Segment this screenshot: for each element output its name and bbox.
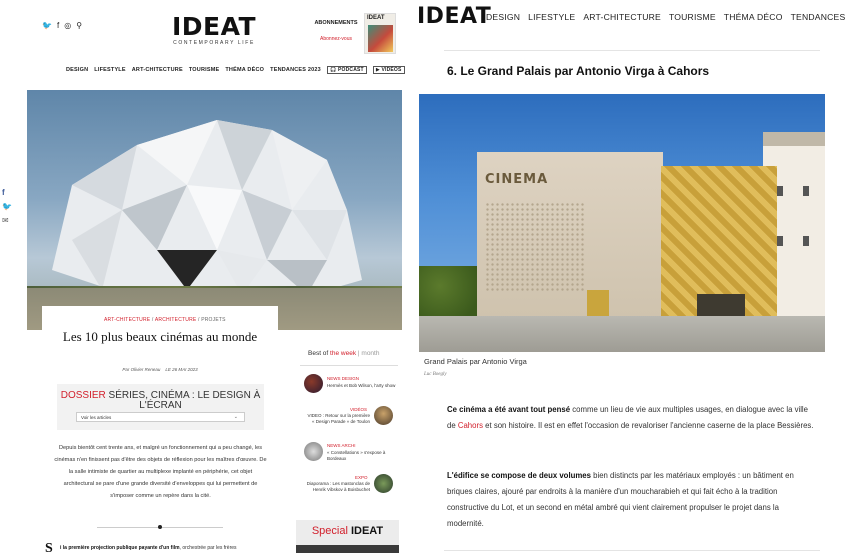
house-roof [763,132,825,146]
gold-volume [661,166,777,316]
nav-thema-deco[interactable]: THÉMA DÉCO [723,12,783,22]
main-nav [486,12,845,22]
gold-entrance [697,294,745,316]
left-screenshot-pane [0,0,412,556]
dossier-select-value: Voir les articles [81,415,112,420]
byline-date: LE 26 MAI 2023 [165,367,198,372]
tab-month[interactable]: month [361,350,380,357]
stone-volume [477,152,663,316]
article-first-line [60,545,237,551]
search-icon[interactable]: ⚲ [76,21,83,30]
subscriptions-title: ABONNEMENTS [314,20,358,26]
gold-door [587,290,609,316]
house-window [803,236,809,246]
sidebar-thumb [304,442,323,461]
para1-a: comme un lieu de vie aux multiples usages, en dialogue avec la ville de [447,405,809,430]
best-of-prefix: Best of [308,350,329,357]
article-title: Les 10 plus beaux cinémas au monde [62,329,258,344]
facebook-share-icon[interactable]: f [2,188,5,197]
sidebar-item-label: NEWS DESIGN [327,376,360,381]
category-projets[interactable]: PROJETS [201,317,226,323]
dossier-title [57,391,264,411]
dossier-label: DOSSIER [60,390,106,401]
sidebar-thumb [374,474,393,493]
nav-tendances[interactable]: TENDANCES 2023 [270,67,321,73]
paragraph-2 [447,468,817,532]
special-brand: IDEAT [350,525,384,537]
magazine-label: IDEAT [367,15,385,21]
article-intro: Depuis bientôt cent trente ans, et malgré un fonctionnement qui a peu changé, les cinémas n'en finissent pas d'être des objets de réflexion pour les maîtres d'œuvre. De la salle intimiste de quartier au multiplexe implanté en périphérie, cet objet architectural se pare d'une grande diversité d'enveloppes qui lui permettent de s'imposer comme un repère dans la cité. [54,445,267,499]
twitter-icon[interactable]: 🐦 [42,21,52,30]
email-share-icon[interactable]: ✉ [2,216,9,225]
dossier-heading: SÉRIES, CINÉMA : LE DESIGN À L'ÉCRAN [108,390,261,411]
magazine-cover-image [368,25,393,52]
para1-bold: Ce cinéma a été avant tout pensé [447,405,571,414]
photo-credit: Luc Boegly [424,372,447,377]
sidebar-item-text: VIDEO : Retour sur la première « Design Parade » de Toulon [307,413,370,424]
sidebar-item-label: EXPO [355,475,368,480]
sidebar-item-label: NEWS ARCHI [327,443,356,448]
byline-author: Par Olivier Reneau [122,367,161,372]
article-categories [104,317,226,323]
cinema-photo [419,94,825,352]
nav-lifestyle[interactable]: LIFESTYLE [528,12,576,22]
section-title: 6. Le Grand Palais par Antonio Virga à Cahors [447,64,710,78]
nav-lifestyle[interactable]: LIFESTYLE [94,67,126,73]
nav-art-chitecture[interactable]: ART-CHITECTURE [131,67,183,73]
brick-pattern [485,202,585,292]
para1-b: et son histoire. Il est en effet l'occasion de revaloriser l'ancienne caserne de la place Bessières. [482,421,814,430]
sidebar-item-text: Diaporama : Les mastonclas de Henrik Vibskov à Boisbuchet [306,481,370,492]
nav-art-chitecture[interactable]: ART-CHITECTURE [583,12,661,22]
nav-design[interactable]: DESIGN [486,12,521,22]
site-logo[interactable] [172,14,256,46]
para2-bold: L'édifice se compose de deux volumes [447,471,591,480]
house-window [777,186,783,196]
nav-tendances[interactable]: TENDANCES [790,12,845,22]
site-logo[interactable]: IDEAT [417,4,492,29]
facebook-icon[interactable]: f [56,21,60,30]
category-art-chitecture[interactable]: ART-CHITECTURE [104,317,151,323]
nav-design[interactable]: DESIGN [66,67,89,73]
tab-the-week[interactable]: the week [330,350,357,357]
nav-videos-button[interactable]: ▶ VIDÉOS [373,66,405,74]
nav-podcast-button[interactable]: 🎧 PODCAST [327,66,367,74]
sidebar-item[interactable] [300,442,398,470]
first-line-bold: i la première projection publique payante d'un film [60,545,180,551]
category-architecture[interactable]: ARCHITECTURE [154,317,197,323]
footer-divider [444,550,820,551]
sidebar-item-text: « Constellations » s'expose à Bordeaux [327,450,386,461]
category-sep: / [151,317,154,323]
nav-tourisme[interactable]: TOURISME [188,67,220,73]
para2-rest: bien distincts par les matériaux employés : un bâtiment en briques claires, ajouré par endroits à la manière d'un moucharabieh et qui fait écho à la tradition constructive du Lot, et un second en métal ambré qui vient clairement propulser le projet dans la modernité. [447,471,794,528]
special-image-strip [296,545,399,553]
subscribe-link[interactable]: Abonnez-vous [320,36,352,42]
special-title [296,525,399,537]
right-screenshot-pane [412,0,845,553]
paragraph-1 [447,402,817,434]
social-links [42,22,82,30]
magazine-cover[interactable] [364,13,396,54]
dropcap-letter: S [45,541,53,556]
sidebar-thumb [304,374,323,393]
best-of-separator: | [357,350,360,357]
sidebar-item-label: VIDÉOS [350,407,368,412]
special-prefix: Special [311,525,348,537]
subscriptions-block [313,20,359,42]
instagram-icon[interactable]: ◎ [64,21,72,30]
share-bar [2,188,12,225]
divider-dot [158,525,162,529]
sidebar-item-text: Hermès et Bob Wilson, l'arty show [327,383,396,388]
cahors-link[interactable]: Cahors [457,421,483,430]
twitter-share-icon[interactable]: 🐦 [2,202,12,211]
main-nav [66,66,405,74]
photo-ground [419,316,825,352]
best-of-sidebar [300,350,398,492]
special-ideat-banner[interactable] [296,520,399,553]
nav-thema-deco[interactable]: THÉMA DÉCO [225,67,265,73]
nav-tourisme[interactable]: TOURISME [668,12,716,22]
header-divider [444,50,820,51]
first-line-rest: , orchestrée par les frères [179,545,237,551]
article-card [42,306,278,556]
sidebar-divider [300,365,398,366]
house-window [803,186,809,196]
logo-tagline: CONTEMPORARY LIFE [173,40,255,46]
sidebar-thumb [374,406,393,425]
cinema-lettering: CINEMA [485,172,549,187]
dossier-articles-select[interactable] [76,412,245,422]
photo-caption: Grand Palais par Antonio Virga [424,357,527,366]
dossier-box [57,384,264,430]
logo-word: IDEAT [172,12,257,41]
article-byline [42,367,278,372]
category-sep: / [198,317,200,323]
chevron-down-icon: ⌄ [233,414,238,420]
sidebar-item[interactable] [300,474,398,502]
sidebar-item[interactable] [300,406,398,434]
best-of-header [300,350,398,357]
house-window [777,236,783,246]
sidebar-item[interactable] [300,374,398,402]
hero-image [27,90,402,330]
